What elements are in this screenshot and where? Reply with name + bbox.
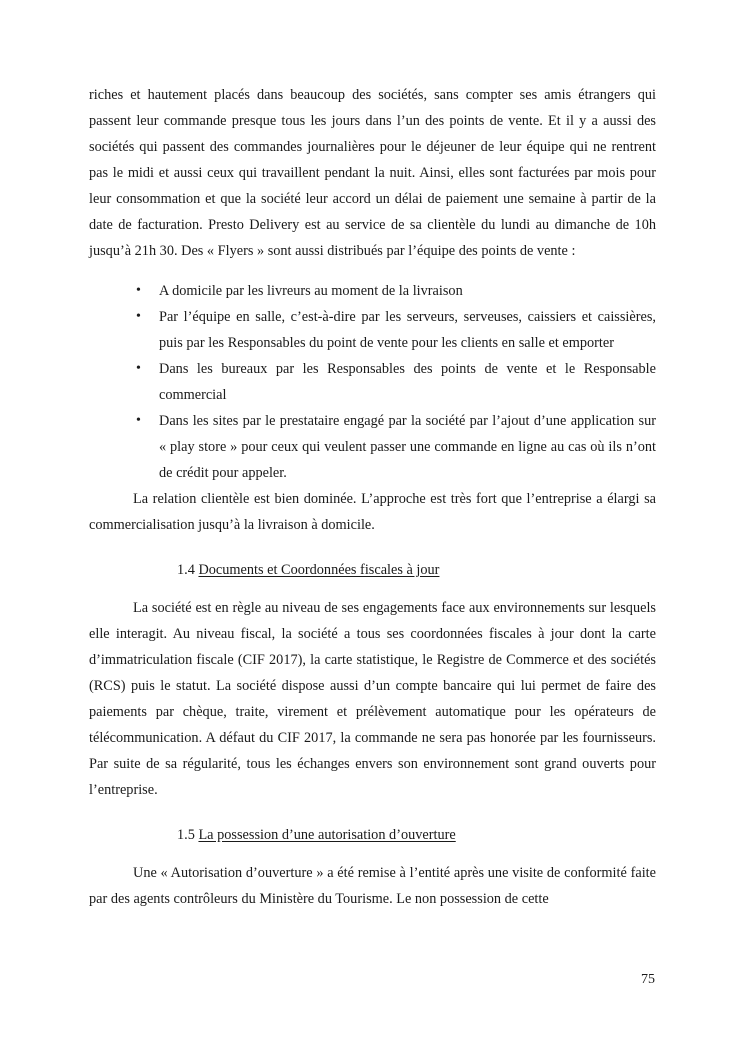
list-item-text: Dans les bureaux par les Responsables des points de vente et le Responsable commercial: [159, 361, 656, 403]
section-heading-1-5: [177, 822, 656, 848]
list-item: [136, 278, 656, 304]
section-title: La possession d’une autorisation d’ouverture: [198, 827, 456, 843]
section-number: 1.4: [177, 562, 195, 578]
list-item-text: A domicile par les livreurs au moment de la livraison: [159, 283, 463, 299]
intro-paragraph: riches et hautement placés dans beaucoup des sociétés, sans compter ses amis étrangers qui passent leur commande presque tous les jours dans l’un des points de vente. Et il y a aussi des sociétés qui passent des commandes journalières pour le déjeuner de leur équipe qui ne rentrent pas le midi et aussi ceux qui travaillent pendant la nuit. Ainsi, elles sont facturées par mois pour leur consommation et que la société leur accord un délai de paiement une semaine à partir de la date de facturation. Presto Delivery est au service de sa clientèle du lundi au dimanche de 10h jusqu’à 21h 30. Des « Flyers » sont aussi distribués par l’équipe des points de vente :: [89, 87, 656, 259]
list-item: [136, 304, 656, 356]
list-item: [136, 356, 656, 408]
section-heading-1-4: [177, 557, 656, 583]
relation-paragraph: La relation clientèle est bien dominée. L’approche est très fort que l’entreprise a élargi sa commercialisation jusqu’à la livraison à domicile.: [89, 491, 656, 533]
list-item-text: Par l’équipe en salle, c’est-à-dire par les serveurs, serveuses, caissiers et caissières, puis par les Responsables du point de vente pour les clients en salle et emporter: [159, 309, 656, 351]
list-item: [136, 408, 656, 486]
section-number: 1.5: [177, 827, 195, 843]
document-page: [89, 82, 656, 912]
section-1-4-paragraph: La société est en règle au niveau de ses engagements face aux environnements sur lesquels elle interagit. Au niveau fiscal, la société a tous ses coordonnées fiscales à jour dont la carte d’immatriculation fiscale (CIF 2017), la carte statistique, le Registre de Commerce et des sociétés (RCS) puis le statut. La société dispose aussi d’un compte bancaire qui lui permet de faire des paiements par chèque, traite, virement et prélèvement automatique pour les opérateurs de télécommunication. A défaut du CIF 2017, la commande ne sera pas honorée par les fournisseurs. Par suite de sa régularité, tous les échanges envers son environnement sont grand ouverts pour l’entreprise.: [89, 600, 656, 798]
bullet-icon: •: [136, 283, 141, 298]
bullet-icon: •: [136, 361, 141, 376]
section-1-5-paragraph: Une « Autorisation d’ouverture » a été remise à l’entité après une visite de conformité faite par des agents contrôleurs du Ministère du Tourisme. Le non possession de cette: [89, 865, 656, 907]
section-title: Documents et Coordonnées fiscales à jour: [198, 562, 440, 578]
list-item-text: Dans les sites par le prestataire engagé par la société par l’ajout d’une application sur « play store » pour ceux qui veulent passer une commande en ligne au cas où ils n’ont de crédit pour appeler.: [159, 413, 656, 481]
bullet-icon: •: [136, 413, 141, 428]
bullet-icon: •: [136, 309, 141, 324]
distribution-bullet-list: [89, 278, 656, 486]
page-number: 75: [641, 972, 655, 987]
